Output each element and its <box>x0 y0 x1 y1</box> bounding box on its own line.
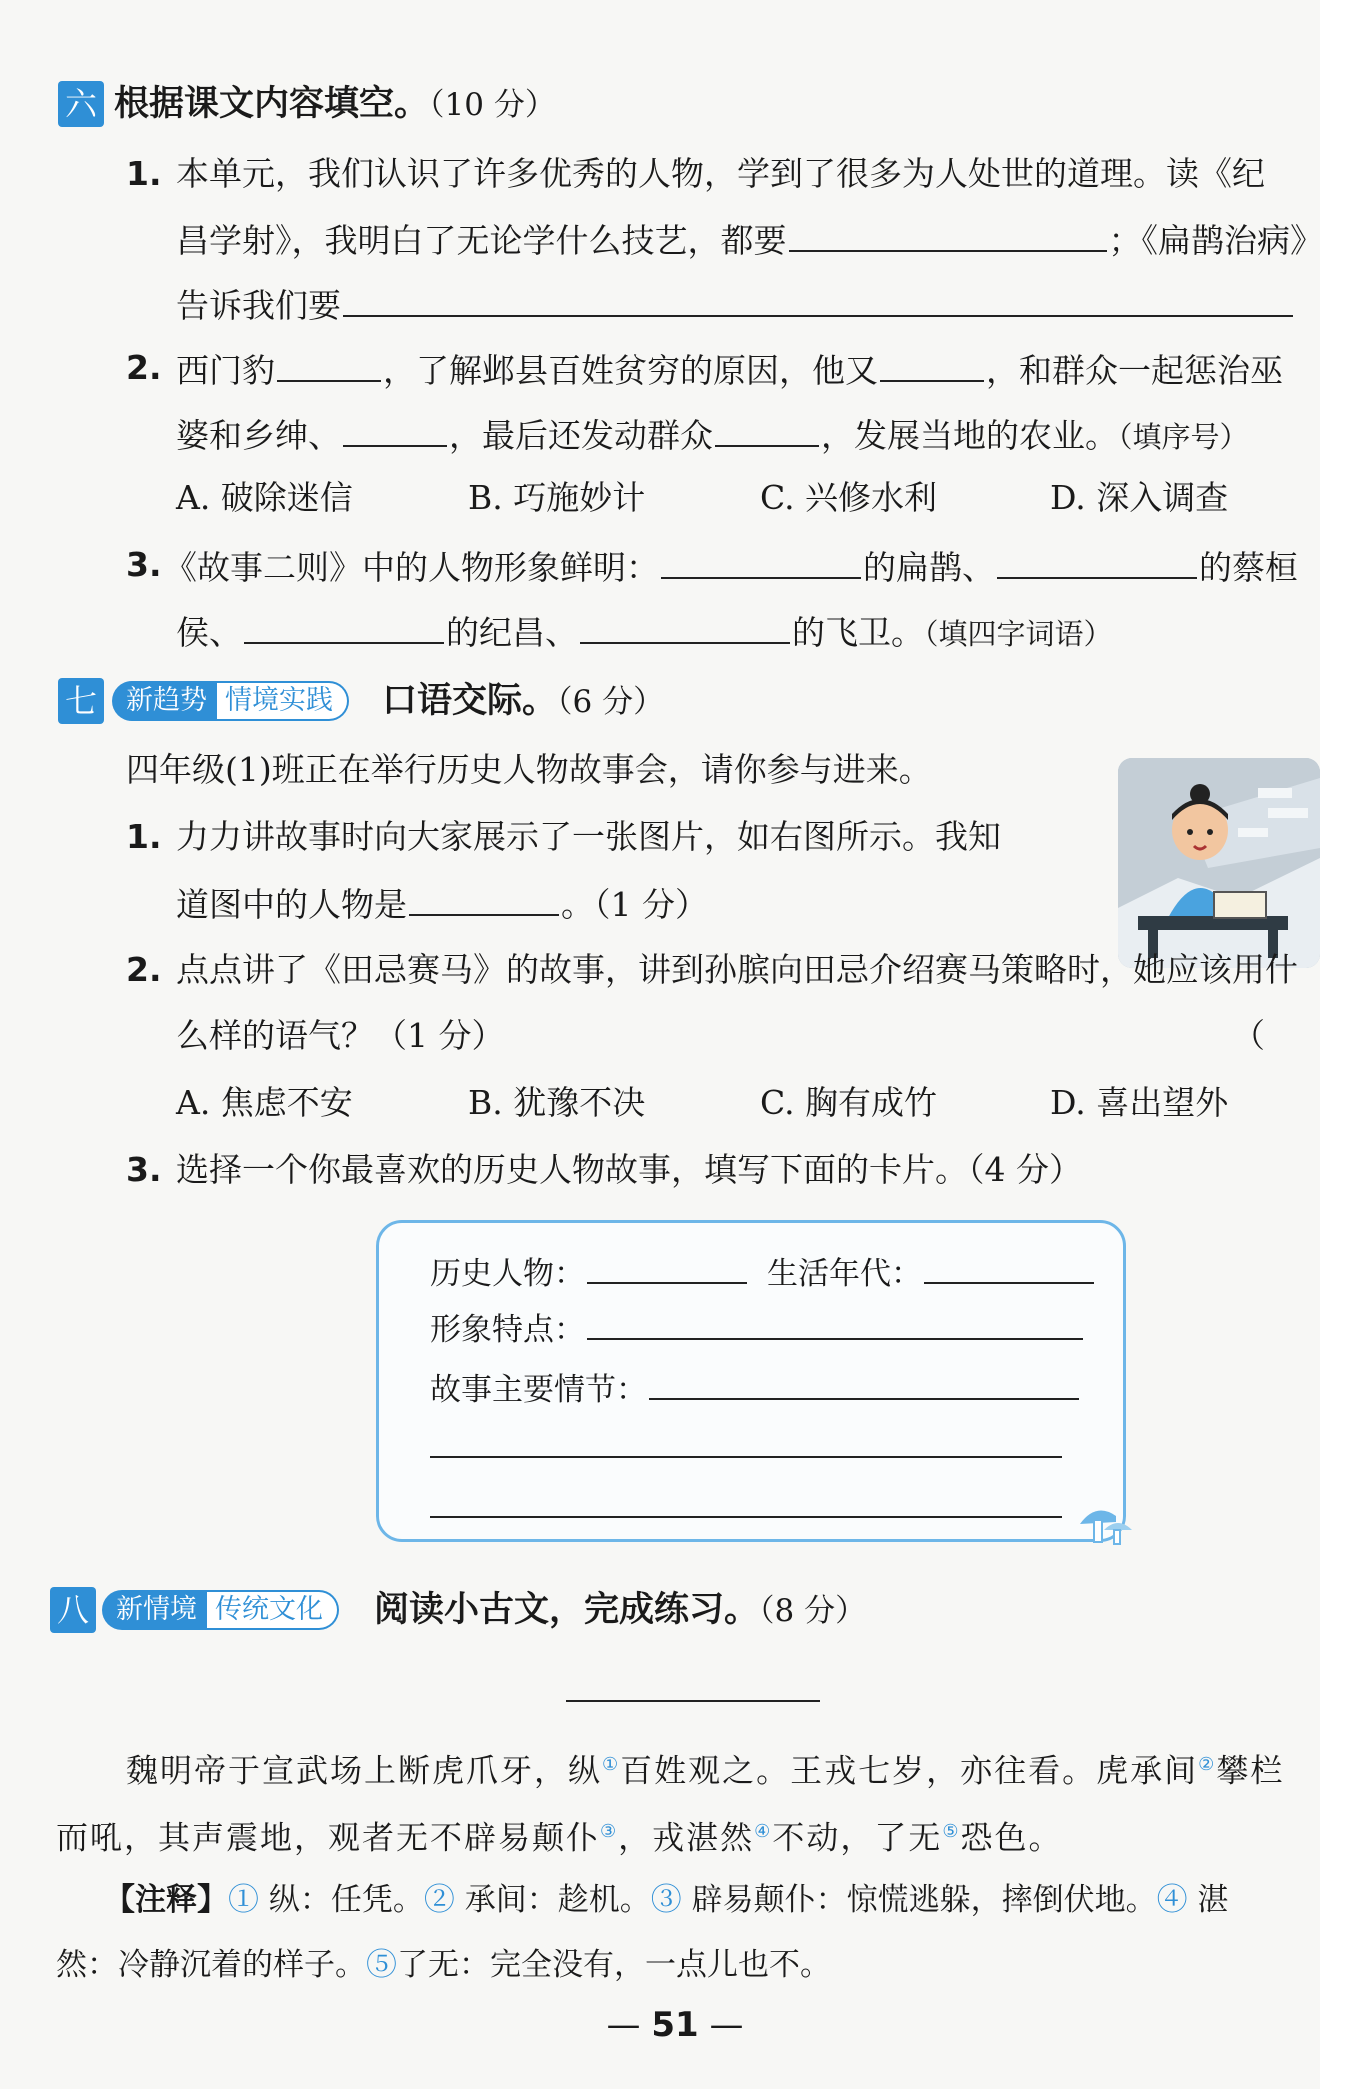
q7-2-number: 2. <box>126 950 162 989</box>
q7-2-line1: 点点讲了《田忌赛马》的故事，讲到孙膑向田忌介绍赛马策略时，她应该用什 <box>176 950 1298 989</box>
section-8-title <box>374 1587 866 1634</box>
note-text: 纵：任凭。 <box>259 1882 424 1918</box>
q7-2-option-c: C. 胸有成竹 <box>760 1083 938 1122</box>
note-text: 承间：趁机。 <box>454 1882 651 1918</box>
passage-text: 而吼，其声震地，观者无不辟易颠仆 <box>56 1818 601 1857</box>
card-label-traits: 形象特点： <box>430 1312 585 1348</box>
answer-blank[interactable] <box>244 610 444 644</box>
answer-blank[interactable] <box>997 545 1197 579</box>
note-marker: ① <box>228 1882 259 1918</box>
section-8-score: （8 分） <box>759 1593 867 1629</box>
answer-blank[interactable] <box>343 413 447 447</box>
q6-2-option-a: A. 破除迷信 <box>176 478 353 517</box>
page-edge <box>1320 0 1350 2089</box>
note-text: 了无：完全没有，一点儿也不。 <box>397 1947 831 1983</box>
q6-3-line2-a: 侯、 <box>176 613 242 652</box>
passage-text: 攀栏 <box>1216 1751 1285 1790</box>
q6-1-line2-a: 昌学射》，我明白了无论学什么技艺，都要 <box>176 221 787 260</box>
card-blank-line-5[interactable] <box>430 1516 1062 1518</box>
q6-2-line2-a: 婆和乡绅、 <box>176 416 341 455</box>
q6-3-number: 3. <box>126 545 162 584</box>
q7-3-line1: 选择一个你最喜欢的历史人物故事，填写下面的卡片。（4 分） <box>176 1150 1082 1189</box>
card-label-figure: 历史人物： <box>430 1256 585 1292</box>
tag-new-context: 新情境 <box>102 1590 207 1630</box>
card-row-1 <box>430 1250 1096 1294</box>
passage-text: 百姓观之。王戎七岁，亦往看。虎承间 <box>620 1751 1199 1790</box>
q6-3-line2 <box>176 610 1113 654</box>
q7-1-number: 1. <box>126 817 162 856</box>
q6-2-line1 <box>176 348 1283 391</box>
q6-2-line1-b: ，了解邺县百姓贫穷的原因，他又 <box>383 351 878 390</box>
passage-text: 恐色。 <box>960 1818 1063 1857</box>
footnote-marker: ③ <box>600 1821 619 1842</box>
q6-1-line3 <box>176 283 1295 326</box>
q7-3-number: 3. <box>126 1150 162 1189</box>
note-text: 湛 <box>1187 1882 1229 1918</box>
q6-2-number: 2. <box>126 348 162 387</box>
q6-3-line1-a: 《故事二则》中的人物形象鲜明： <box>164 548 659 587</box>
q6-3-line1-b: 的扁鹊、 <box>863 548 995 587</box>
q7-1-line2-b: 。（1 分） <box>561 885 708 924</box>
q6-3-line2-c: 的飞卫。 <box>792 613 924 652</box>
q6-2-line2-b: ，最后还发动群众 <box>449 416 713 455</box>
answer-blank[interactable] <box>343 283 1293 317</box>
answer-blank[interactable] <box>880 348 984 382</box>
note-text: 辟易颠仆：惊慌逃躲，摔倒伏地。 <box>681 1882 1157 1918</box>
q6-2-line2-c: ，发展当地的农业。 <box>821 416 1118 455</box>
card-blank-plot[interactable] <box>649 1366 1079 1400</box>
section-number-8: 八 <box>50 1587 96 1633</box>
note-marker: ② <box>423 1882 455 1918</box>
note-marker: ④ <box>1156 1882 1188 1918</box>
footnote-marker: ② <box>1198 1754 1217 1775</box>
q6-1-number: 1. <box>126 154 162 193</box>
passage-title-blank[interactable] <box>566 1700 820 1702</box>
q6-3-line1-c: 的蔡桓 <box>1199 548 1298 587</box>
q6-2-option-b: B. 巧施妙计 <box>468 478 646 517</box>
answer-blank[interactable] <box>277 348 381 382</box>
card-label-plot: 故事主要情节： <box>430 1372 647 1408</box>
tag-traditional-culture: 传统文化 <box>207 1590 339 1630</box>
card-label-era: 生活年代： <box>767 1256 922 1292</box>
answer-blank[interactable] <box>661 545 861 579</box>
q6-2-line2 <box>176 413 1249 457</box>
q6-3-line1 <box>164 545 1298 588</box>
passage-line-1 <box>126 1745 1284 1791</box>
notes-label: 【注释】 <box>104 1882 228 1918</box>
section-6-title-text: 根据课文内容填空。 <box>114 84 430 124</box>
passage-text: ，戎湛然 <box>618 1818 755 1857</box>
passage-text: 不动，了无 <box>772 1818 943 1857</box>
q6-2-option-d: D. 深入调查 <box>1050 478 1229 517</box>
q7-2-option-d: D. 喜出望外 <box>1050 1083 1229 1122</box>
q6-2-line1-c: ，和群众一起惩治巫 <box>986 351 1283 390</box>
q7-1-line1: 力力讲故事时向大家展示了一张图片，如右图所示。我知 <box>176 817 1001 856</box>
q6-2-option-c: C. 兴修水利 <box>760 478 938 517</box>
passage-line-2 <box>56 1812 1062 1858</box>
section-7-score: （6 分） <box>557 684 665 720</box>
card-row-3 <box>430 1366 1081 1410</box>
notes-line-1 <box>104 1880 1228 1920</box>
tag-new-trend: 新趋势 <box>112 681 217 721</box>
section-number-6: 六 <box>58 81 104 127</box>
mushroom-icon <box>1076 1500 1136 1554</box>
q7-2-option-b: B. 犹豫不决 <box>468 1083 646 1122</box>
q7-2-option-a: A. 焦虑不安 <box>176 1083 353 1122</box>
q6-3-hint: （填四字词语） <box>924 617 1113 651</box>
card-row-2 <box>430 1306 1085 1350</box>
footnote-marker: ④ <box>754 1821 773 1842</box>
section-6-score: （10 分） <box>429 87 556 123</box>
answer-blank[interactable] <box>789 218 1107 252</box>
footnote-marker: ⑤ <box>942 1821 961 1842</box>
q7-1-line2 <box>176 882 708 925</box>
section-8-tag <box>102 1590 339 1630</box>
note-marker: ⑤ <box>366 1947 397 1983</box>
q6-1-line2 <box>176 218 1323 261</box>
section-7-tag <box>112 681 349 721</box>
section-7-intro: 四年级(1)班正在举行历史人物故事会，请你参与进来。 <box>126 750 932 789</box>
q6-1-line3-text: 告诉我们要 <box>176 286 341 325</box>
q6-2-line1-a: 西门豹 <box>176 351 275 390</box>
answer-blank[interactable] <box>715 413 819 447</box>
section-6-title <box>114 81 556 128</box>
q6-3-line2-b: 的纪昌、 <box>446 613 578 652</box>
q6-2-hint: （填序号） <box>1118 420 1249 454</box>
student-reading-illustration <box>1118 758 1320 968</box>
footnote-marker: ① <box>602 1754 621 1775</box>
q6-1-line2-b: ；《扁鹊治病》 <box>1108 221 1323 260</box>
section-8-title-text: 阅读小古文，完成练习。 <box>374 1590 760 1630</box>
answer-blank[interactable] <box>580 610 790 644</box>
card-blank-figure[interactable] <box>587 1250 747 1284</box>
tag-situation-practice: 情境实践 <box>217 681 349 721</box>
page-number: — 51 — <box>606 2005 744 2045</box>
page-number-value: 51 <box>651 2005 699 2045</box>
passage-text: 魏明帝于宣武场上断虎爪牙，纵 <box>126 1751 603 1790</box>
q6-1-line1: 本单元，我们认识了许多优秀的人物，学到了很多为人处世的道理。读《纪 <box>176 154 1265 193</box>
notes-line-2 <box>56 1945 831 1985</box>
note-text: 然：冷静沉着的样子。 <box>56 1947 366 1983</box>
card-blank-line-4[interactable] <box>430 1456 1062 1458</box>
card-blank-era[interactable] <box>924 1250 1094 1284</box>
section-number-7: 七 <box>58 678 104 724</box>
answer-blank[interactable] <box>409 882 559 916</box>
q7-1-line2-a: 道图中的人物是 <box>176 885 407 924</box>
card-blank-traits[interactable] <box>587 1306 1083 1340</box>
section-7-title <box>382 678 664 725</box>
section-7-title-text: 口语交际。 <box>382 681 558 721</box>
q7-2-line2: 么样的语气？（1 分） <box>176 1016 505 1055</box>
note-marker: ③ <box>650 1882 682 1918</box>
q7-2-answer-paren[interactable]: （ <box>1232 1016 1265 1055</box>
